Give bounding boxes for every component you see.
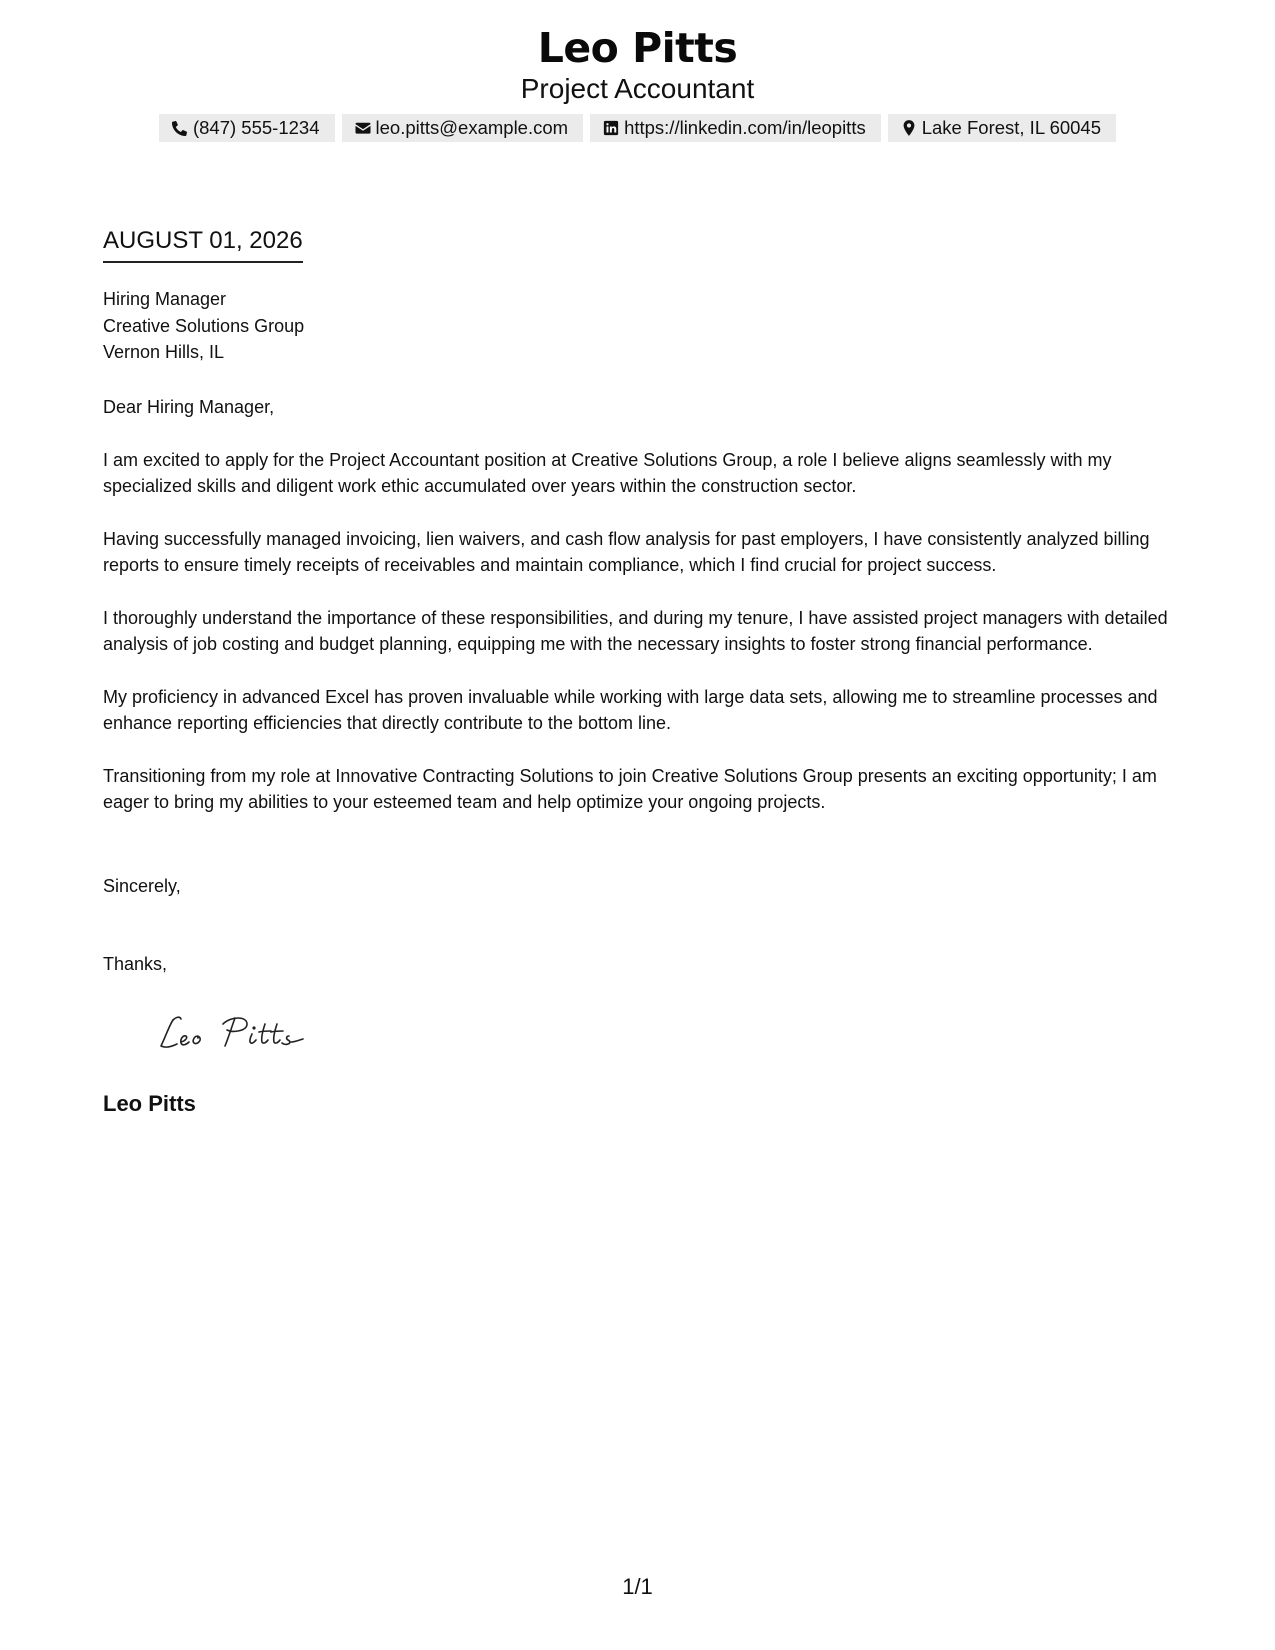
phone-icon <box>171 119 189 137</box>
contact-phone <box>159 114 335 142</box>
recipient-name: Hiring Manager <box>103 289 227 309</box>
contact-linkedin-text: https://linkedin.com/in/leopitts <box>624 117 866 138</box>
greeting: Dear Hiring Manager, <box>103 397 275 417</box>
closing: Sincerely, <box>103 876 181 896</box>
signature-image <box>153 1006 323 1058</box>
recipient-block <box>103 286 304 366</box>
contact-location-text: Lake Forest, IL 60045 <box>921 117 1102 138</box>
paragraph-1: I am excited to apply for the Project Accountant position at Creative Solutions Group, a role I believe aligns seamlessly with my specialized skills and diligent work ethic accumulated over years within the construction sector. <box>103 449 1112 496</box>
applicant-name: Leo Pitts <box>537 24 738 72</box>
paragraph-2: Having successfully managed invoicing, lien waivers, and cash flow analysis for past employers, I have consistently analyzed billing reports to ensure timely receipts of receivables and maintain compliance, which I find crucial for project success. <box>103 528 1150 575</box>
letter-date: AUGUST 01, 2026 <box>103 226 303 263</box>
map-pin-icon <box>900 119 918 137</box>
paragraph-3: I thoroughly understand the importance of these responsibilities, and during my tenure, I have assisted project managers with detailed analysis of job costing and budget planning, equipping me with the necessary insights to foster strong financial performance. <box>103 607 1168 654</box>
recipient-location: Vernon Hills, IL <box>103 342 225 362</box>
recipient-company: Creative Solutions Group <box>103 315 305 336</box>
paragraph-5: Transitioning from my role at Innovative Contracting Solutions to join Creative Solutions Group presents an exciting opportunity; I am eager to bring my abilities to your esteemed team and help optimize your ongoing projects. <box>103 765 1157 812</box>
applicant-job-title: Project Accountant <box>520 73 755 104</box>
signed-name: Leo Pitts <box>103 1091 196 1116</box>
letter-header <box>0 22 1275 142</box>
linkedin-icon <box>602 119 620 137</box>
page-number: 1/1 <box>622 1574 653 1599</box>
contact-linkedin <box>590 114 881 142</box>
contact-phone-text: (847) 555-1234 <box>192 117 320 138</box>
contact-info-row <box>0 114 1275 142</box>
contact-location <box>888 114 1116 142</box>
paragraph-4: My proficiency in advanced Excel has proven invaluable while working with large data sets, allowing me to streamline processes and enhance reporting efficiencies that directly contribute to the bottom line. <box>103 686 1158 733</box>
contact-email-text: leo.pitts@example.com <box>375 117 569 138</box>
letter-text <box>103 394 1178 842</box>
thanks-line: Thanks, <box>103 954 168 974</box>
envelope-icon <box>354 119 372 137</box>
contact-email <box>342 114 584 142</box>
